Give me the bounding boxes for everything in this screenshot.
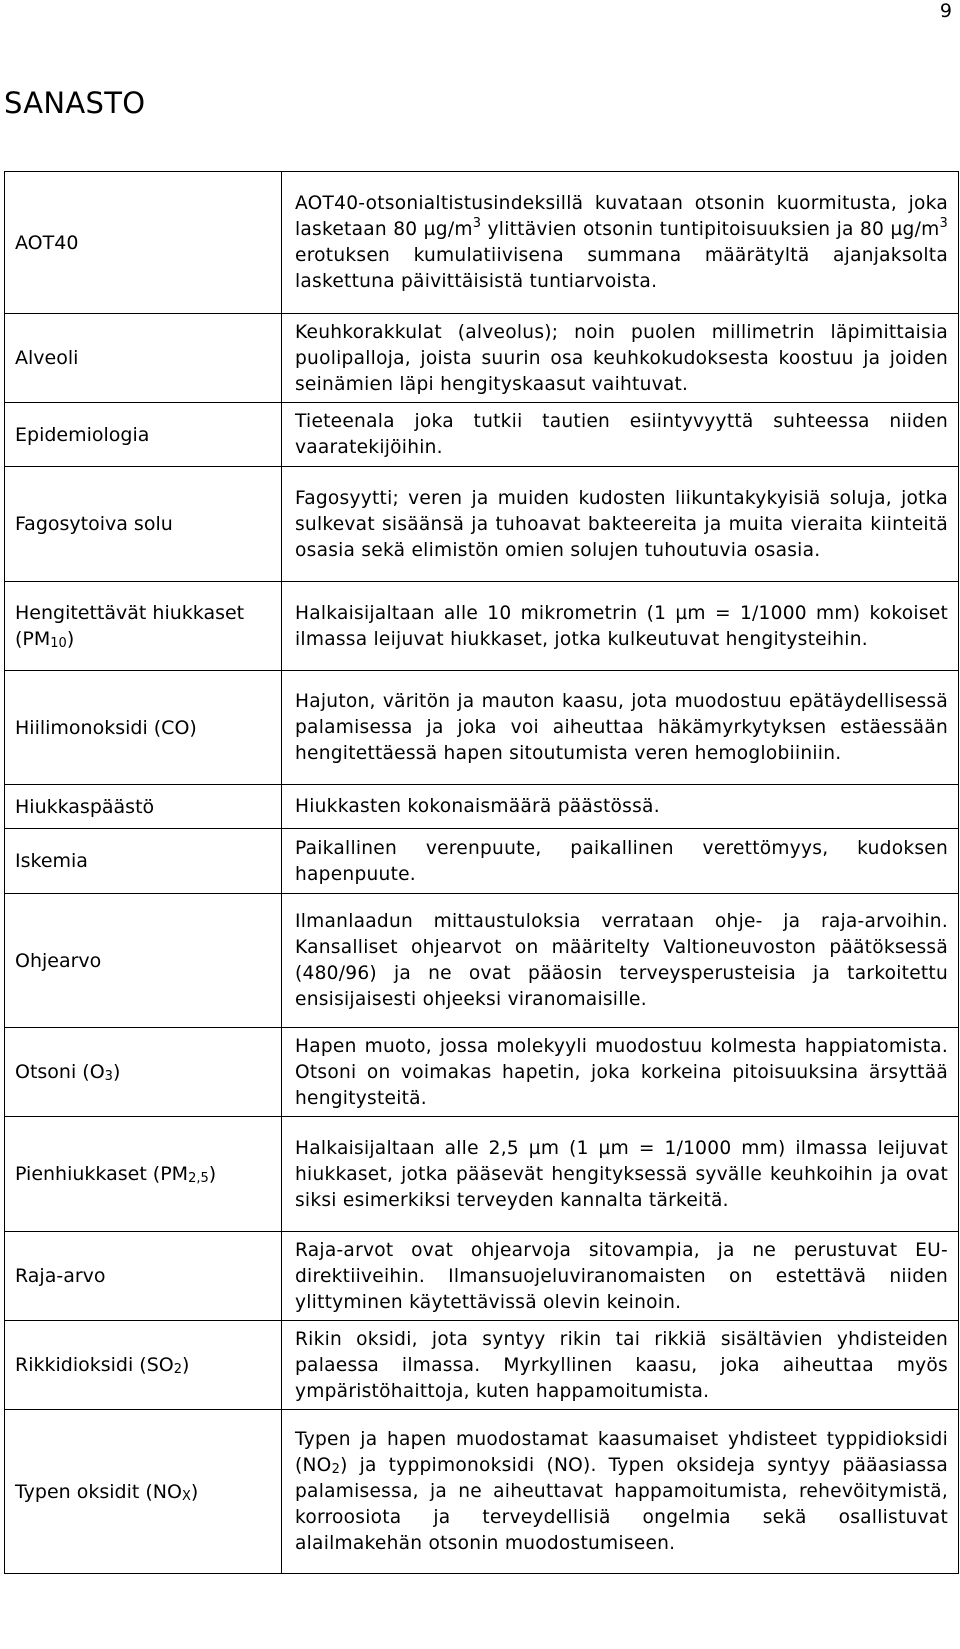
term-text: ) — [182, 1354, 190, 1376]
definition-cell — [282, 1028, 959, 1117]
definition-text: Raja-arvot ovat ohjearvoja sitovampia, ja ne perustuvat EU-direktiiveihin. Ilmansuojeluviranomaisten on estettävä niiden ylittyminen käytettävissä olevin keinoin. — [295, 1239, 948, 1313]
term-text: Raja-arvo — [15, 1265, 106, 1287]
term-cell — [5, 172, 282, 314]
term-text: Alveoli — [15, 347, 79, 369]
term-cell — [5, 403, 282, 467]
definition-cell — [282, 785, 959, 829]
definition-cell — [282, 314, 959, 403]
term-text: Hiukkaspäästö — [15, 795, 155, 818]
definition-cell — [282, 671, 959, 785]
table-row — [5, 894, 959, 1028]
table-row — [5, 1117, 959, 1232]
table-row — [5, 172, 959, 314]
definition-cell — [282, 894, 959, 1028]
definition-text: Hiukkasten kokonaismäärä päästössä. — [295, 796, 660, 817]
term-cell — [5, 829, 282, 894]
definition-text: Halkaisijaltaan alle 2,5 µm (1 µm = 1/1000 mm) ilmassa leijuvat hiukkaset, jotka pääsevät hengityksessä syvälle keuhkoihin ja ovat siksi esimerkiksi terveyden kannalta tärkeitä. — [295, 1137, 948, 1211]
definition-cell — [282, 582, 959, 671]
definition-cell — [282, 172, 959, 314]
table-row — [5, 403, 959, 467]
term-cell — [5, 1410, 282, 1574]
definition-cell — [282, 403, 959, 467]
term-text: Iskemia — [15, 850, 88, 872]
table-row — [5, 1028, 959, 1117]
definition-text: ) ja typpimonoksidi (NO). Typen oksideja syntyy pääasiassa palamisessa, ja ne aiheuttavat happamoitumista, rehevöitymistä, korroosiota ja terveydellisiä ongelmia sekä osallistuvat alailmakehän otsonin muodostumiseen. — [295, 1455, 948, 1554]
term-cell — [5, 894, 282, 1028]
term-cell — [5, 582, 282, 671]
table-row — [5, 1321, 959, 1410]
term-text: Typen oksidit (NO — [15, 1480, 182, 1503]
term-cell — [5, 1117, 282, 1232]
definition-cell — [282, 1117, 959, 1232]
term-text: Pienhiukkaset (PM — [15, 1163, 189, 1185]
term-cell — [5, 1321, 282, 1410]
definition-text: Typen ja hapen muodostamat kaasumaiset yhdisteet typpidioksidi (NO — [295, 1429, 948, 1476]
definition-cell — [282, 467, 959, 582]
term-cell — [5, 1028, 282, 1117]
page-title: SANASTO — [4, 86, 146, 120]
term-text: Fagosytoiva solu — [15, 513, 173, 535]
table-row — [5, 829, 959, 894]
definition-text: Tieteenala joka tutkii tautien esiintyvyyttä suhteessa niiden vaaratekijöihin. — [295, 411, 948, 458]
definition-text: Fagosyytti; veren ja muiden kudosten liikuntakykyisiä soluja, jotka sulkevat sisäänsä ja tuhoavat bakteereita ja muita vieraita kiinteitä osasia sekä elimistön omien solujen tuhoutuvia osasia. — [295, 487, 948, 561]
subscript: 2,5 — [188, 1171, 209, 1186]
term-text: Epidemiologia — [15, 423, 150, 446]
table-row — [5, 1410, 959, 1574]
glossary-table — [4, 171, 959, 1574]
term-text: Hiilimonoksidi (CO) — [15, 716, 197, 739]
definition-text: Ilmanlaadun mittaustuloksia verrataan ohje- ja raja-arvoihin. Kansalliset ohjearvot on määritelty Valtioneuvoston päätöksessä (480/96) ja ne ovat pääosin terveysperusteisia ja tarkoitettu ensisijaisesti ohjeeksi viranomaisille. — [295, 911, 948, 1010]
term-text: Hengitettävät hiukkaset (PM — [15, 602, 245, 650]
term-cell — [5, 1232, 282, 1321]
term-cell — [5, 467, 282, 582]
term-text: Otsoni (O — [15, 1061, 105, 1083]
subscript: 3 — [104, 1069, 113, 1084]
subscript: X — [181, 1488, 191, 1504]
subscript: 2 — [331, 1462, 341, 1477]
table-row — [5, 314, 959, 403]
table-row — [5, 467, 959, 582]
term-cell — [5, 314, 282, 403]
definition-text: Halkaisijaltaan alle 10 mikrometrin (1 µm = 1/1000 mm) kokoiset ilmassa leijuvat hiukkaset, jotka kulkeutuvat hengitysteihin. — [295, 602, 948, 650]
table-row — [5, 671, 959, 785]
superscript: 3 — [939, 216, 948, 231]
term-text: ) — [66, 628, 75, 650]
definition-text: Hapen muoto, jossa molekyyli muodostuu kolmesta happiatomista. Otsoni on voimakas hapetin, joka korkeina pitoisuuksina ärsyttää hengitysteitä. — [295, 1035, 948, 1109]
definition-text: AOT40-otsonialtistusindeksillä kuvataan otsonin kuormitusta, joka lasketaan 80 µg/m — [295, 193, 948, 240]
term-text: AOT40 — [15, 231, 79, 254]
definition-text: ylittävien otsonin tuntipitoisuuksien ja 80 µg/m — [481, 219, 940, 240]
definition-text: Keuhkorakkulat (alveolus); noin puolen millimetrin läpimittaisia puolipalloja, joista suurin osa keuhkokudoksesta koostuu ja joiden seinämien läpi hengityskaasut vaihtuvat. — [295, 321, 948, 395]
definition-text: erotuksen kumulatiivisena summana määrätyltä ajanjaksolta laskettuna päivittäisistä tuntiarvoista. — [295, 245, 948, 292]
term-text: ) — [208, 1163, 217, 1185]
subscript: 2 — [173, 1362, 182, 1377]
definition-cell — [282, 1232, 959, 1321]
term-text: ) — [190, 1480, 199, 1503]
definition-cell — [282, 1321, 959, 1410]
page-number: 9 — [939, 0, 952, 22]
table-row — [5, 785, 959, 829]
term-text: Rikkidioksidi (SO — [15, 1354, 174, 1376]
table-row — [5, 582, 959, 671]
definition-cell — [282, 829, 959, 894]
definition-text: Rikin oksidi, jota syntyy rikin tai rikkiä sisältävien yhdisteiden palaessa ilmassa. Myrkyllinen kaasu, joka aiheuttaa myös ympäristöhaittoja, kuten happamoitumista. — [295, 1328, 948, 1402]
subscript: 10 — [50, 636, 67, 651]
definition-text: Paikallinen verenpuute, paikallinen verettömyys, kudoksen hapenpuute. — [295, 837, 948, 885]
superscript: 3 — [472, 216, 482, 231]
table-row — [5, 1232, 959, 1321]
definition-cell — [282, 1410, 959, 1574]
definition-text: Hajuton, väritön ja mauton kaasu, jota muodostuu epätäydellisessä palamisessa ja joka voi aiheuttaa häkämyrkytyksen estäessään hengitettäessä hapen sitoutumista veren hemoglobiiniin. — [295, 691, 948, 764]
term-cell — [5, 671, 282, 785]
term-text: Ohjearvo — [15, 949, 102, 972]
term-text: ) — [112, 1061, 121, 1083]
term-cell — [5, 785, 282, 829]
